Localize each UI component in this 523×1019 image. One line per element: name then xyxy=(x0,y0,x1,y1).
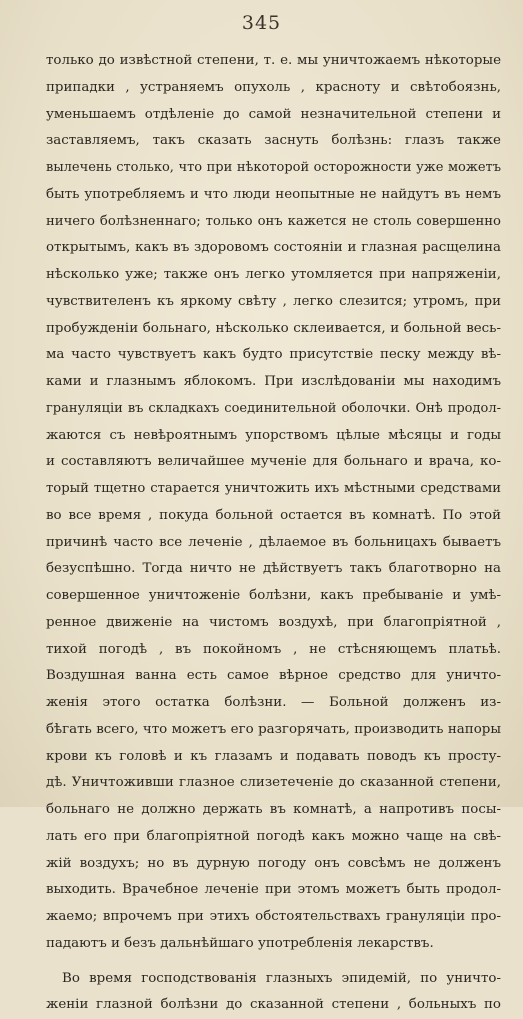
text-line: припадки , устраняемъ опухоль , красноту и свѣтобоязнь, xyxy=(46,79,501,95)
text-line: ничего болѣзненнаго; только онъ кажется не столь совершенно xyxy=(46,213,501,229)
paragraph-end-line: падаютъ и безъ дальнѣйшаго употребленія лекарствъ. xyxy=(46,935,434,951)
text-line: лать его при благопріятной погодѣ какъ можно чаще на свѣ- xyxy=(46,828,501,844)
body-text xyxy=(46,48,501,1019)
text-line: чувствителенъ къ яркому свѣту , легко слезится; утромъ, при xyxy=(46,293,501,309)
text-line: пробужденіи больнаго, нѣсколько склеивается, и больной весь- xyxy=(46,320,501,336)
text-line: Воздушная ванна есть самое вѣрное средство для уничто- xyxy=(46,668,501,684)
text-line: жаются съ невѣроятнымъ упорствомъ цѣлые мѣсяцы и годы xyxy=(46,427,501,443)
text-line: ками и глазнымъ яблокомъ. При изслѣдованіи мы находимъ xyxy=(46,374,501,389)
text-line: быть употребляемъ и что люди неопытные не найдутъ въ немъ xyxy=(46,186,501,202)
text-line: дѣ. Уничтоживши глазное слизетеченіе до сказанной степени, xyxy=(46,775,501,791)
text-line: и составляютъ величайшее мученіе для больнаго и врача, ко- xyxy=(46,454,501,470)
text-line: выходить. Врачебное леченіе при этомъ можетъ быть продол- xyxy=(46,882,501,898)
text-line: уменьшаемъ отдѣленіе до самой незначительной степени и xyxy=(46,106,501,122)
text-line: вылечень столько, что при нѣкоторой осторожности уже можетъ xyxy=(46,160,501,175)
text-line: жаемо; впрочемъ при этихъ обстоятельствахъ грануляціи про- xyxy=(46,909,501,924)
text-line: крови къ головѣ и къ глазамъ и подавать поводъ къ просту- xyxy=(46,748,501,764)
text-line: жій воздухъ; но въ дурную погоду онъ совсѣмъ не долженъ xyxy=(46,855,501,871)
page-number: 345 xyxy=(241,12,282,34)
text-line: ренное движеніе на чистомъ воздухѣ, при благопріятной , xyxy=(46,614,501,630)
text-line: заставляемъ, такъ сказать заснуть болѣзнь: глазъ также xyxy=(46,133,501,149)
text-line: нѣсколько уже; также онъ легко утомляется при напряженіи, xyxy=(46,267,501,282)
text-line: торый тщетно старается уничтожить ихъ мѣстными средствами xyxy=(46,481,501,496)
text-line: открытымъ, какъ въ здоровомъ состояніи и глазная расщелина xyxy=(46,240,501,256)
text-line: совершенное уничтоженіе болѣзни, какъ пребываніе и умѣ- xyxy=(46,588,501,603)
text-line: женія этого остатка болѣзни. — Больной долженъ из- xyxy=(46,695,501,710)
text-line: тихой погодѣ , въ покойномъ , не стѣсняющемъ платьѣ. xyxy=(46,641,501,657)
text-line: грануляціи въ складкахъ соединительной оболочки. Онѣ продол- xyxy=(46,400,501,416)
text-line: только до извѣстной степени, т. е. мы уничтожаемъ нѣкоторые xyxy=(46,53,501,68)
text-line: во все время , покуда больной остается въ комнатѣ. По этой xyxy=(46,507,501,523)
paragraph-start-line: Во время господствованія глазныхъ эпидемій, по уничто- xyxy=(62,970,501,986)
text-line: бѣгать всего, что можетъ его разгорячать, производить напоры xyxy=(46,721,501,737)
text-line: причинѣ часто все леченіе , дѣлаемое въ больницахъ бываетъ xyxy=(46,534,501,550)
text-line: безуспѣшно. Тогда ничто не дѣйствуетъ такъ благотворно на xyxy=(46,561,501,577)
text-line: ма часто чувствуетъ какъ будто присутствіе песку между вѣ- xyxy=(46,347,501,363)
text-line: больнаго не должно держать въ комнатѣ, а напротивъ посы- xyxy=(46,802,501,817)
text-line: женіи глазной болѣзни до сказанной степени , больныхъ по xyxy=(46,997,501,1013)
